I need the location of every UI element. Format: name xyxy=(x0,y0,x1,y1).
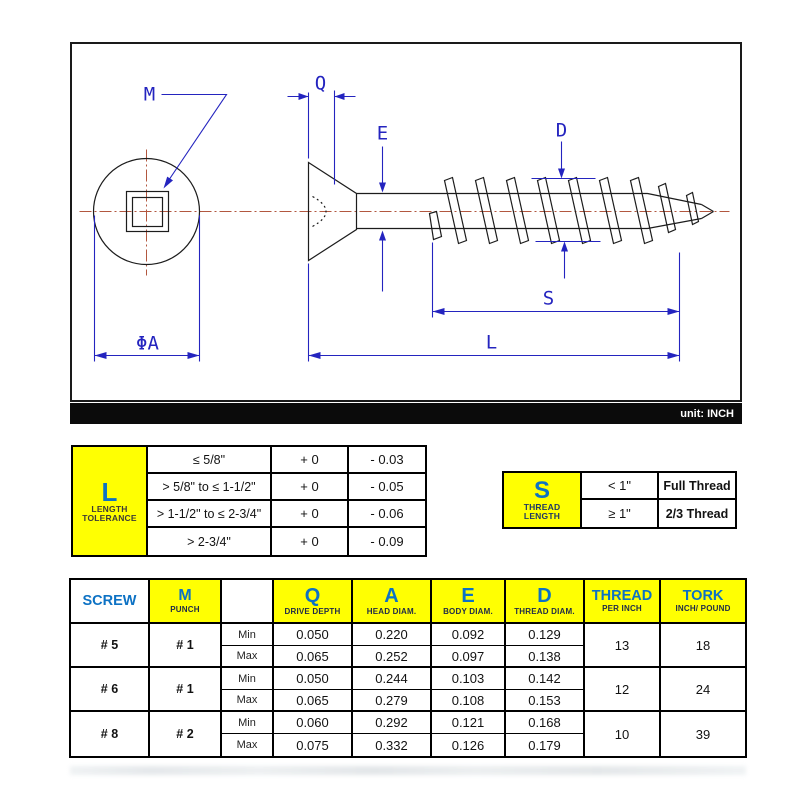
header-q-drive-depth xyxy=(274,580,353,624)
s-range-cell: ≥ 1" xyxy=(582,500,659,527)
d-max-cell: 0.179 xyxy=(506,734,585,756)
q-max-cell: 0.065 xyxy=(274,690,353,712)
blurred-footer-strip xyxy=(70,766,746,775)
l-plus-cell: + 0 xyxy=(272,447,349,474)
screw-size-cell: # 6 xyxy=(71,668,150,712)
dim-q xyxy=(288,73,356,185)
unit-bar xyxy=(70,403,742,424)
l-minus-cell: - 0.09 xyxy=(349,528,425,555)
l-symbol-cell xyxy=(73,447,148,555)
thread-blade xyxy=(659,184,676,233)
s-subtitle-1: THREAD xyxy=(523,502,561,513)
header-d: D xyxy=(537,585,552,607)
header-tork-sub: INCH/ POUND xyxy=(675,604,731,614)
header-thread: THREAD xyxy=(591,587,653,604)
a-min-cell: 0.244 xyxy=(353,668,432,690)
dim-l xyxy=(309,264,680,362)
s-thread-table xyxy=(502,471,737,529)
header-m-punch xyxy=(150,580,222,624)
q-min-cell: 0.050 xyxy=(274,668,353,690)
d-min-cell: 0.168 xyxy=(506,712,585,734)
main-spec-table xyxy=(69,578,747,758)
d-min-cell: 0.129 xyxy=(506,624,585,646)
q-max-cell: 0.075 xyxy=(274,734,353,756)
e-min-cell: 0.121 xyxy=(432,712,506,734)
punch-cell: # 2 xyxy=(150,712,222,756)
e-max-cell: 0.126 xyxy=(432,734,506,756)
q-min-cell: 0.050 xyxy=(274,624,353,646)
s-symbol-cell xyxy=(504,473,582,527)
s-subtitle-2: LENGTH xyxy=(523,511,561,521)
max-label-cell: Max xyxy=(222,646,274,668)
header-screw: SCREW xyxy=(71,580,150,624)
header-tork xyxy=(661,580,745,624)
thread-blade xyxy=(507,178,529,244)
a-min-cell: 0.292 xyxy=(353,712,432,734)
screw-size-cell: # 5 xyxy=(71,624,150,668)
tork-cell: 39 xyxy=(661,712,745,756)
thread-blade xyxy=(600,178,622,244)
dim-label-e: E xyxy=(376,122,389,145)
header-m-sub: PUNCH xyxy=(170,605,200,614)
header-d-thread-diam xyxy=(506,580,585,624)
header-thread-per-inch xyxy=(585,580,661,624)
s-value-cell: 2/3 Thread xyxy=(659,500,735,527)
header-q-sub: DRIVE DEPTH xyxy=(284,607,341,616)
thread-blade xyxy=(631,178,653,244)
min-label-cell: Min xyxy=(222,668,274,690)
l-plus-cell: + 0 xyxy=(272,528,349,555)
header-e-body-diam xyxy=(432,580,506,624)
a-max-cell: 0.332 xyxy=(353,734,432,756)
dim-s xyxy=(433,243,680,362)
max-label-cell: Max xyxy=(222,734,274,756)
dim-m xyxy=(144,84,227,189)
l-plus-cell: + 0 xyxy=(272,501,349,528)
a-min-cell: 0.220 xyxy=(353,624,432,646)
header-q: Q xyxy=(304,585,321,607)
a-max-cell: 0.279 xyxy=(353,690,432,712)
screw-technical-drawing xyxy=(72,44,739,399)
l-tolerance-table xyxy=(71,445,427,557)
s-range-cell: < 1" xyxy=(582,473,659,500)
d-max-cell: 0.153 xyxy=(506,690,585,712)
dim-label-d: D xyxy=(555,119,568,142)
dim-label-q: Q xyxy=(314,72,327,95)
q-max-cell: 0.065 xyxy=(274,646,353,668)
dim-label-m: M xyxy=(143,83,156,106)
m-leader-line xyxy=(162,95,227,184)
thread-blade xyxy=(430,212,442,240)
e-max-cell: 0.097 xyxy=(432,646,506,668)
d-min-cell: 0.142 xyxy=(506,668,585,690)
s-value-cell: Full Thread xyxy=(659,473,735,500)
l-range-cell: > 5/8" to ≤ 1-1/2" xyxy=(148,474,272,501)
header-thread-sub: PER INCH xyxy=(602,604,642,614)
tork-cell: 18 xyxy=(661,624,745,668)
e-max-cell: 0.108 xyxy=(432,690,506,712)
technical-drawing-box xyxy=(70,42,742,402)
l-subtitle-1: LENGTH xyxy=(91,504,128,515)
l-symbol: L xyxy=(101,477,118,508)
dim-label-phi-a: ΦA xyxy=(136,332,159,355)
d-max-cell: 0.138 xyxy=(506,646,585,668)
punch-cell: # 1 xyxy=(150,668,222,712)
header-e: E xyxy=(461,585,475,607)
l-minus-cell: - 0.06 xyxy=(349,501,425,528)
e-min-cell: 0.103 xyxy=(432,668,506,690)
thread-per-inch-cell: 13 xyxy=(585,624,661,668)
l-range-cell: > 2-3/4" xyxy=(148,528,272,555)
screw-size-cell: # 8 xyxy=(71,712,150,756)
header-empty xyxy=(222,580,274,624)
header-tork-big: TORK xyxy=(682,587,724,604)
dim-e xyxy=(377,123,388,292)
header-a-sub: HEAD DIAM. xyxy=(366,607,417,616)
max-label-cell: Max xyxy=(222,690,274,712)
a-max-cell: 0.252 xyxy=(353,646,432,668)
thread-per-inch-cell: 12 xyxy=(585,668,661,712)
min-label-cell: Min xyxy=(222,624,274,646)
dim-label-s: S xyxy=(542,287,555,310)
l-range-cell: > 1-1/2" to ≤ 2-3/4" xyxy=(148,501,272,528)
l-minus-cell: - 0.03 xyxy=(349,447,425,474)
thread-blade xyxy=(476,178,498,244)
q-min-cell: 0.060 xyxy=(274,712,353,734)
header-a-head-diam xyxy=(353,580,432,624)
thread-per-inch-cell: 10 xyxy=(585,712,661,756)
header-a: A xyxy=(384,585,399,607)
l-range-cell: ≤ 5/8" xyxy=(148,447,272,474)
s-symbol: S xyxy=(533,477,550,505)
l-plus-cell: + 0 xyxy=(272,474,349,501)
min-label-cell: Min xyxy=(222,712,274,734)
l-minus-cell: - 0.05 xyxy=(349,474,425,501)
unit-label: unit: INCH xyxy=(680,407,734,420)
punch-cell: # 1 xyxy=(150,624,222,668)
thread-blades xyxy=(430,178,699,244)
header-m: M xyxy=(178,587,192,604)
thread-blade xyxy=(569,178,591,244)
e-min-cell: 0.092 xyxy=(432,624,506,646)
m-arrowhead xyxy=(164,177,174,189)
tork-cell: 24 xyxy=(661,668,745,712)
l-subtitle-2: TOLERANCE xyxy=(82,513,137,523)
header-e-sub: BODY DIAM. xyxy=(443,607,493,616)
header-d-sub: THREAD DIAM. xyxy=(514,607,575,616)
thread-blade xyxy=(445,178,467,244)
thread-blade xyxy=(538,178,560,244)
dim-label-l: L xyxy=(485,331,498,354)
